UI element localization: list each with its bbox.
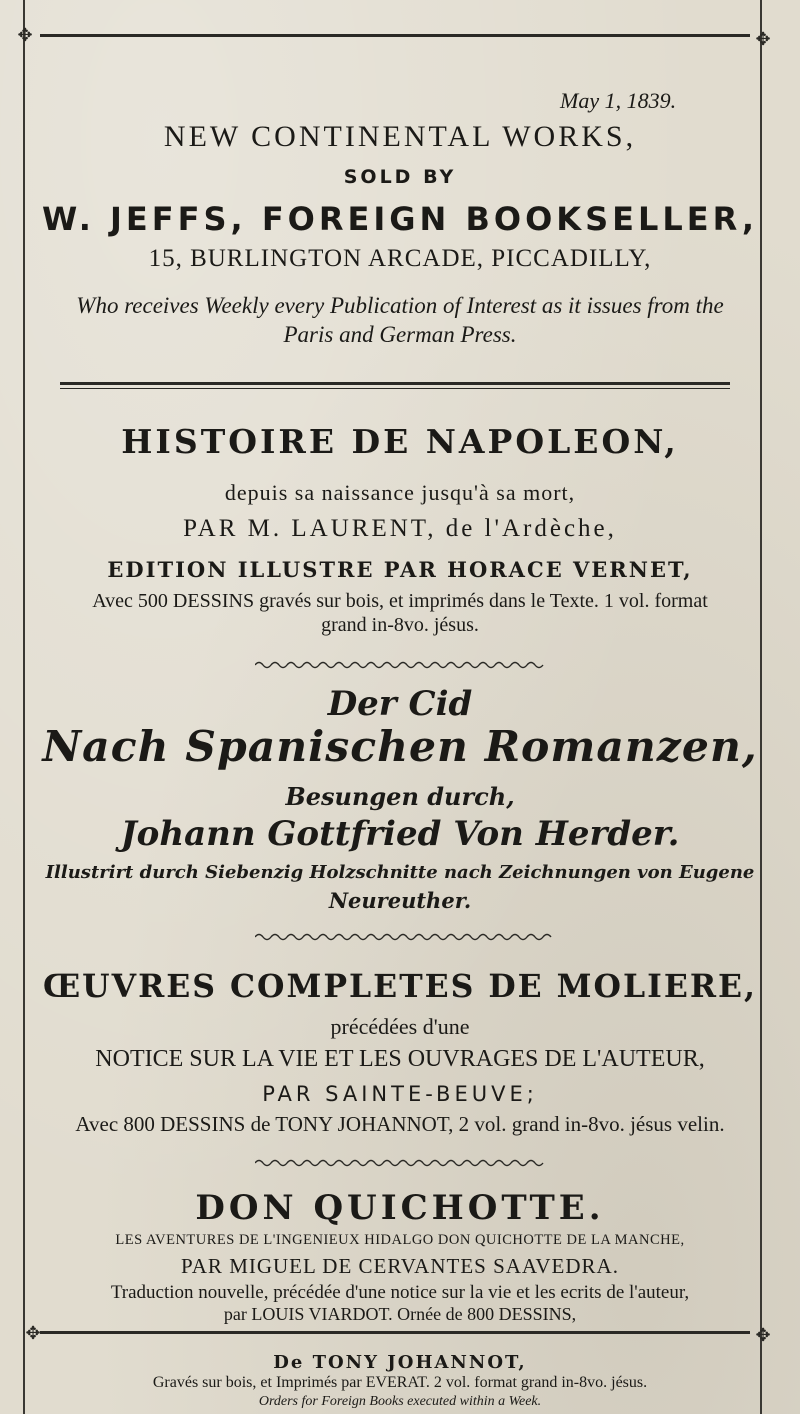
book-title: DON QUICHOTTE. (195, 1188, 605, 1228)
book-subtitle: depuis sa naissance jusqu'à sa mort, (224, 480, 576, 505)
publication-date: May 1, 1839. (560, 88, 677, 113)
corner-ornament-icon: ✥ (755, 1324, 771, 1345)
book-edition: EDITION ILLUSTRE PAR HORACE VERNET, (107, 557, 693, 582)
page-title: NEW CONTINENTAL WORKS, (163, 120, 637, 153)
bookseller-address: 15, BURLINGTON ARCADE, PICCADILLY, (148, 245, 652, 272)
book-preceded: précédées d'une (330, 1014, 470, 1039)
book-subtitle: Nach Spanischen Romanzen, (42, 722, 758, 772)
bookseller-description: Paris and German Press. (283, 322, 517, 347)
book-author: Johann Gottfried Von Herder. (120, 814, 680, 854)
book-details: Gravés sur bois, et Imprimés par EVERAT. 2 vol. format grand in-8vo. jésus. (152, 1374, 648, 1391)
book-title: ŒUVRES COMPLETES DE MOLIERE, (42, 968, 758, 1005)
book-title: Der Cid (327, 684, 473, 724)
book-subtitle: LES AVENTURES DE L'INGENIEUX HIDALGO DON QUICHOTTE DE LA MANCHE, (115, 1232, 685, 1248)
top-rule (40, 34, 750, 37)
book-author: PAR M. LAURENT, de l'Ardèche, (183, 515, 617, 542)
section-divider (60, 388, 730, 389)
sold-by-label: SOLD BY (343, 166, 457, 188)
book-details: Avec 500 DESSINS gravés sur bois, et imprimés dans le Texte. 1 vol. format (92, 590, 708, 612)
book-author: PAR SAINTE-BEUVE; (262, 1082, 538, 1106)
corner-ornament-icon: ✥ (25, 1322, 41, 1343)
book-translation: par LOUIS VIARDOT. Ornée de 800 DESSINS, (223, 1304, 577, 1324)
bookseller-description: Who receives Weekly every Publication of Interest as it issues from the (76, 293, 724, 318)
wavy-divider (255, 932, 555, 942)
wavy-divider (255, 660, 545, 670)
section-divider (60, 382, 730, 385)
book-illustrator: De TONY JOHANNOT, (273, 1352, 527, 1373)
book-details: Neureuther. (328, 888, 472, 913)
book-author: PAR MIGUEL DE CERVANTES SAAVEDRA. (181, 1254, 619, 1278)
bottom-rule (40, 1331, 750, 1334)
book-translation: Traduction nouvelle, précédée d'une notice sur la vie et les ecrits de l'auteur, (110, 1282, 690, 1303)
wavy-divider (255, 1158, 545, 1168)
book-details: Avec 800 DESSINS de TONY JOHANNOT, 2 vol. grand in-8vo. jésus velin. (75, 1112, 725, 1136)
orders-note: Orders for Foreign Books executed within a Week. (258, 1394, 542, 1409)
bookseller-name: W. JEFFS, FOREIGN BOOKSELLER, (42, 200, 758, 238)
book-details: Illustrirt durch Siebenzig Holzschnitte nach Zeichnungen von Eugene (45, 862, 755, 883)
book-sung-by: Besungen durch, (285, 782, 515, 811)
book-title: HISTOIRE DE NAPOLEON, (121, 422, 679, 461)
corner-ornament-icon: ✥ (755, 28, 771, 49)
book-details: grand in-8vo. jésus. (321, 614, 479, 636)
book-notice: NOTICE SUR LA VIE ET LES OUVRAGES DE L'AUTEUR, (95, 1046, 705, 1072)
corner-ornament-icon: ✥ (17, 24, 33, 45)
